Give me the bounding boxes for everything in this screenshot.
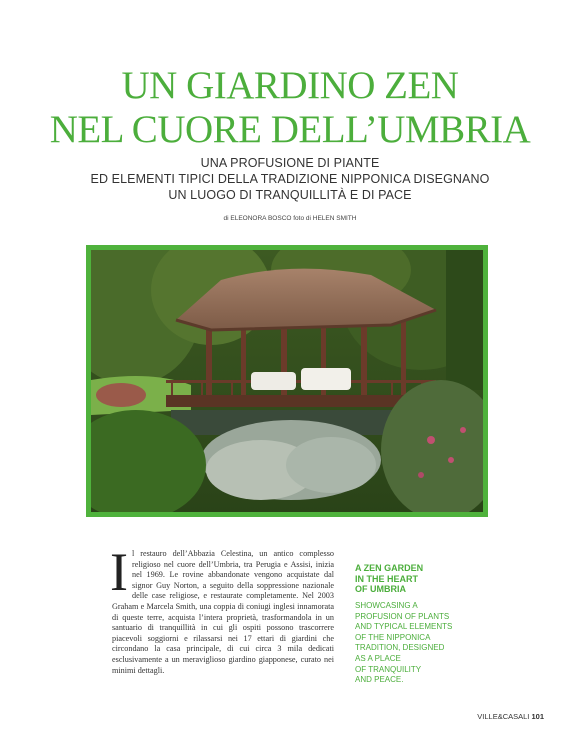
page-title xyxy=(0,64,580,152)
page-number: 101 xyxy=(531,712,544,721)
subtitle-line-3: UN LUOGO DI TRANQUILLITÀ E DI PACE xyxy=(168,188,412,202)
english-summary-line: AND PEACE. xyxy=(355,675,404,685)
garden-photo xyxy=(86,245,488,517)
title-line-2: NEL CUORE DELL’UMBRIA xyxy=(49,108,531,151)
pavilion-illustration xyxy=(91,250,483,512)
body-text: l restauro dell’Abbazia Celestina, un antico complesso religioso nel cuore dell’Umbria, tra Perugia e Assisi, inizia nel 1969. Le rovine abbandonate vengono acquistate dal signor Guy Norton, a seguito della soppressione nazionale delle case religiose, e restaurate completamente. Nel 2003 Graham e Marcela Smith, una coppia di coniugi inglesi innamorata di queste terre, acquista l’intera proprietà, trasformandola in un santuario di tranquillità in cui gli ospiti possono trascorrere piacevoli soggiorni e rilassarsi nei 17 ettari di giardini che circondano la casa principale, di cui circa 3 mila dedicati esclusivamente a un meraviglioso giardino giapponese, curato nei minimi dettagli. xyxy=(112,549,334,675)
body-paragraph xyxy=(110,542,334,676)
page-footer xyxy=(477,712,544,721)
english-heading-line-3: OF UMBRIA xyxy=(355,584,406,594)
drop-cap: I xyxy=(110,542,128,602)
english-summary-line: OF THE NIPPONICA xyxy=(355,632,431,642)
english-summary-line: AND TYPICAL ELEMENTS xyxy=(355,622,453,632)
magazine-name: VILLE&CASALI xyxy=(477,712,530,721)
english-summary-line: PROFUSION OF PLANTS xyxy=(355,611,450,621)
subtitle-line-1: UNA PROFUSIONE DI PIANTE xyxy=(200,156,380,170)
english-summary-line: TRADITION, DESIGNED xyxy=(355,643,445,653)
english-heading-line-1: A ZEN GARDEN xyxy=(355,563,424,573)
english-heading-line-2: IN THE HEART xyxy=(355,573,418,584)
english-heading xyxy=(355,563,455,595)
english-summary xyxy=(355,601,465,686)
english-summary-line: OF TRANQUILITY xyxy=(355,664,422,674)
subtitle-line-2: ED ELEMENTI TIPICI DELLA TRADIZIONE NIPPONICA DISEGNANO xyxy=(90,172,490,186)
title-line-1: UN GIARDINO ZEN xyxy=(121,64,459,107)
credits: di ELEONORA BOSCO foto di HELEN SMITH xyxy=(223,215,357,222)
english-summary-line: SHOWCASING A xyxy=(355,601,418,610)
subtitle xyxy=(0,155,580,203)
english-summary-line: AS A PLACE xyxy=(355,653,401,663)
